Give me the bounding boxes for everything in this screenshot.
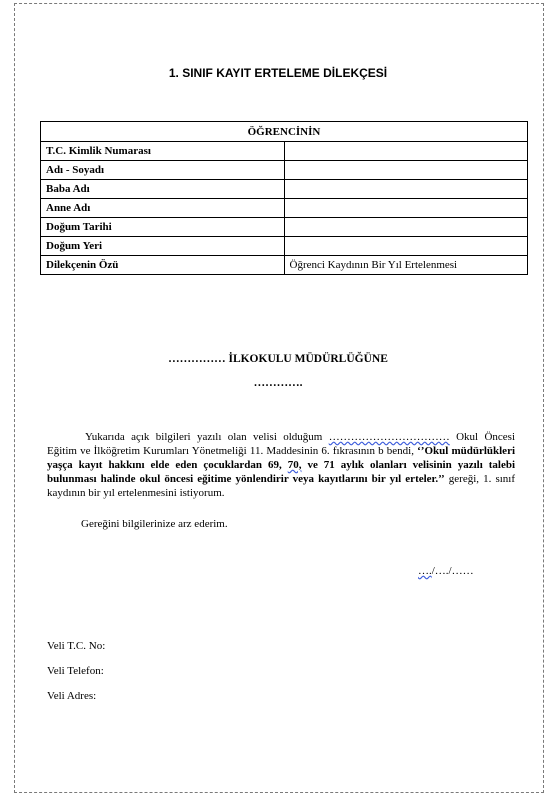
table-row	[41, 180, 528, 199]
child-name-blank[interactable]: ……………………………	[328, 431, 450, 443]
table-row	[41, 256, 528, 275]
date-field[interactable]	[418, 565, 474, 577]
body-regulation: Okul Öncesi Eğitim ve İlköğretim Kurumları Yönetmeliği 11. Maddesinin 6. fıkrasının b bendi,	[47, 431, 516, 457]
body-intro: Yukarıda açık bilgileri yazılı olan velisi olduğum	[85, 431, 323, 443]
closing-paragraph	[47, 517, 515, 531]
date-day: ….	[418, 565, 432, 577]
parent-tc-label: Veli T.C. No:	[47, 640, 106, 652]
row-label: Doğum Yeri	[41, 237, 285, 256]
row-value[interactable]	[284, 142, 528, 161]
row-label: Doğum Tarihi	[41, 218, 285, 237]
date-rest: /…./……	[431, 565, 474, 577]
table-row	[41, 142, 528, 161]
addressee-city: ………….	[253, 377, 303, 389]
row-value[interactable]	[284, 218, 528, 237]
table-row	[41, 218, 528, 237]
table-row	[41, 199, 528, 218]
table-header: ÖĞRENCİNİN	[41, 122, 528, 142]
parent-address-label: Veli Adres:	[47, 690, 97, 702]
table-row	[41, 161, 528, 180]
parent-phone-label: Veli Telefon:	[47, 665, 104, 677]
row-value[interactable]	[284, 180, 528, 199]
closing-text: Gereğini bilgilerinize arz ederim.	[81, 518, 228, 530]
table-row	[41, 237, 528, 256]
body-quote-start: ‘’Okul müdürlükleri yaşça kayıt hakkını elde eden çocuklardan 69,	[47, 445, 516, 471]
student-info-table	[40, 121, 528, 275]
row-value[interactable]	[284, 199, 528, 218]
row-value[interactable]	[284, 237, 528, 256]
body-quote-end: ve 71 aylık olanları velisinin yazılı talebi bulunması halinde okul öncesi eğitime yönlendirir veya kayıtlarını bir yıl erteler.’’	[47, 459, 515, 485]
row-label: Adı - Soyadı	[41, 161, 285, 180]
row-label: T.C. Kimlik Numarası	[41, 142, 285, 161]
body-request: gereği, 1. sınıf kaydının bir yıl ertelenmesini istiyorum.	[47, 473, 515, 499]
document-title: 1. SINIF KAYIT ERTELEME DİLEKÇESİ	[168, 66, 388, 80]
row-value[interactable]	[284, 161, 528, 180]
row-label: Anne Adı	[41, 199, 285, 218]
petition-body	[47, 430, 515, 500]
addressee-school: …………… İLKOKULU MÜDÜRLÜĞÜNE	[168, 353, 388, 365]
row-label: Dilekçenin Özü	[41, 256, 285, 275]
row-value: Öğrenci Kaydının Bir Yıl Ertelenmesi	[284, 256, 528, 275]
body-quote-70: 70,	[287, 459, 302, 471]
row-label: Baba Adı	[41, 180, 285, 199]
